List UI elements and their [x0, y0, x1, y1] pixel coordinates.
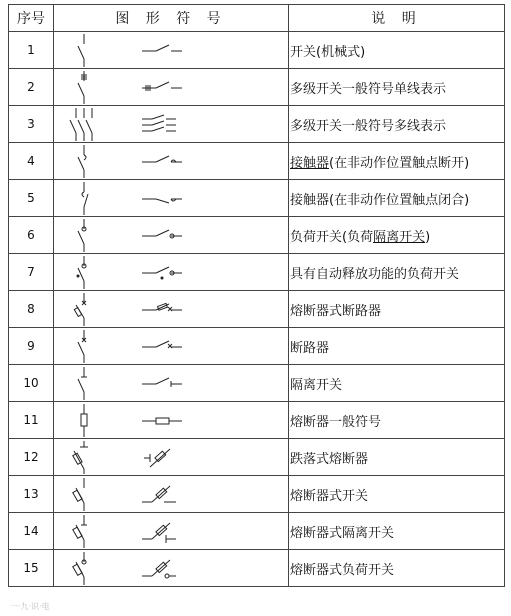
disconnector-symbol-icon	[54, 365, 289, 401]
serial-number: 4	[27, 154, 35, 168]
serial-number-cell	[9, 291, 54, 328]
graphic-symbol-cell	[54, 550, 289, 587]
serial-number-cell	[9, 254, 54, 291]
serial-number-cell	[9, 550, 54, 587]
serial-number-cell	[9, 365, 54, 402]
serial-number: 7	[27, 265, 35, 279]
description-text: 多级开关一般符号多线表示	[290, 118, 447, 134]
serial-number: 11	[23, 413, 39, 427]
header-description: 说 明	[289, 5, 505, 32]
description-text: 开关(机械式)	[290, 44, 366, 60]
graphic-symbol-cell	[54, 69, 289, 106]
description-cell	[289, 365, 505, 402]
table-row	[9, 143, 505, 180]
description-cell	[289, 180, 505, 217]
serial-number: 1	[27, 43, 35, 57]
multi-switch-single-line-symbol-icon	[54, 69, 289, 105]
serial-number: 8	[27, 302, 35, 316]
description-cell	[289, 439, 505, 476]
description-cell	[289, 513, 505, 550]
multi-switch-multi-line-symbol-icon	[54, 106, 289, 142]
description-text: 熔断器式隔离开关	[290, 525, 395, 541]
serial-number-cell	[9, 69, 54, 106]
description-cell	[289, 550, 505, 587]
graphic-symbol-cell	[54, 32, 289, 69]
description-text-suffix: (在非动作位置触点断开)	[329, 155, 470, 171]
description-text: 多级开关一般符号单线表示	[290, 81, 447, 97]
serial-number-cell	[9, 143, 54, 180]
serial-number: 15	[23, 561, 39, 575]
symbol-table	[8, 4, 505, 587]
serial-number: 2	[27, 80, 35, 94]
description-underlined-text: 接触器	[290, 155, 330, 171]
table-row	[9, 513, 505, 550]
serial-number: 3	[27, 117, 35, 131]
serial-number-cell	[9, 180, 54, 217]
description-underlined-text: 隔离开关	[373, 229, 426, 245]
description-cell	[289, 254, 505, 291]
graphic-symbol-cell	[54, 143, 289, 180]
table-row	[9, 106, 505, 143]
description-cell	[289, 328, 505, 365]
graphic-symbol-cell	[54, 365, 289, 402]
description-cell	[289, 476, 505, 513]
description-text: 熔断器式负荷开关	[290, 562, 395, 578]
serial-number-cell	[9, 476, 54, 513]
contactor-open-symbol-icon	[54, 143, 289, 179]
description-cell	[289, 402, 505, 439]
table-row	[9, 291, 505, 328]
description-cell	[289, 106, 505, 143]
description-text: 跌落式熔断器	[290, 451, 369, 467]
graphic-symbol-cell	[54, 180, 289, 217]
contactor-closed-symbol-icon	[54, 180, 289, 216]
serial-number-cell	[9, 106, 54, 143]
serial-number: 5	[27, 191, 35, 205]
table-row	[9, 402, 505, 439]
load-switch-symbol-icon	[54, 217, 289, 253]
table-row	[9, 365, 505, 402]
auto-release-load-switch-symbol-icon	[54, 254, 289, 290]
description-text: 熔断器式断路器	[290, 303, 382, 319]
serial-number-cell	[9, 513, 54, 550]
description-text: 隔离开关	[290, 377, 343, 393]
header-graphic-symbol: 图 形 符 号	[54, 5, 289, 32]
graphic-symbol-cell	[54, 328, 289, 365]
serial-number-cell	[9, 439, 54, 476]
table-row	[9, 550, 505, 587]
description-text: 接触器(在非动作位置触点闭合)	[290, 192, 470, 208]
serial-number: 6	[27, 228, 35, 242]
table-row	[9, 69, 505, 106]
description-text: 具有自动释放功能的负荷开关	[290, 266, 460, 282]
graphic-symbol-cell	[54, 476, 289, 513]
table-row	[9, 476, 505, 513]
fuse-symbol-icon	[54, 402, 289, 438]
serial-number: 13	[23, 487, 39, 501]
graphic-symbol-cell	[54, 513, 289, 550]
table-row	[9, 217, 505, 254]
serial-number: 14	[23, 524, 39, 538]
serial-number: 12	[23, 450, 39, 464]
fuse-switch-symbol-icon	[54, 476, 289, 512]
table-row	[9, 254, 505, 291]
serial-number-cell	[9, 402, 54, 439]
description-cell	[289, 291, 505, 328]
serial-number: 9	[27, 339, 35, 353]
table-row	[9, 32, 505, 69]
serial-number-cell	[9, 328, 54, 365]
fuse-breaker-symbol-icon	[54, 291, 289, 327]
fuse-disconnector-symbol-icon	[54, 513, 289, 549]
switch-symbol-icon	[54, 32, 289, 68]
description-cell	[289, 217, 505, 254]
graphic-symbol-cell	[54, 439, 289, 476]
description-text: 断路器	[290, 340, 330, 356]
serial-number-cell	[9, 217, 54, 254]
description-cell	[289, 143, 505, 180]
description-cell	[289, 32, 505, 69]
table-row	[9, 439, 505, 476]
description-cell	[289, 69, 505, 106]
graphic-symbol-cell	[54, 402, 289, 439]
serial-number: 10	[23, 376, 39, 390]
fuse-load-switch-symbol-icon	[54, 550, 289, 586]
watermark: 一·九·识·电	[10, 602, 50, 611]
table-row	[9, 328, 505, 365]
drop-out-fuse-symbol-icon	[54, 439, 289, 475]
graphic-symbol-cell	[54, 106, 289, 143]
table-row	[9, 180, 505, 217]
graphic-symbol-cell	[54, 254, 289, 291]
graphic-symbol-cell	[54, 217, 289, 254]
serial-number-cell	[9, 32, 54, 69]
breaker-symbol-icon	[54, 328, 289, 364]
symbol-table-sheet	[8, 4, 504, 606]
description-text-suffix: )	[425, 229, 431, 245]
description-text: 负荷开关(负荷	[290, 229, 374, 245]
header-serial-number: 序号	[9, 5, 54, 32]
graphic-symbol-cell	[54, 291, 289, 328]
description-text: 熔断器一般符号	[290, 414, 382, 430]
table-body	[9, 32, 505, 587]
description-text: 熔断器式开关	[290, 488, 369, 504]
